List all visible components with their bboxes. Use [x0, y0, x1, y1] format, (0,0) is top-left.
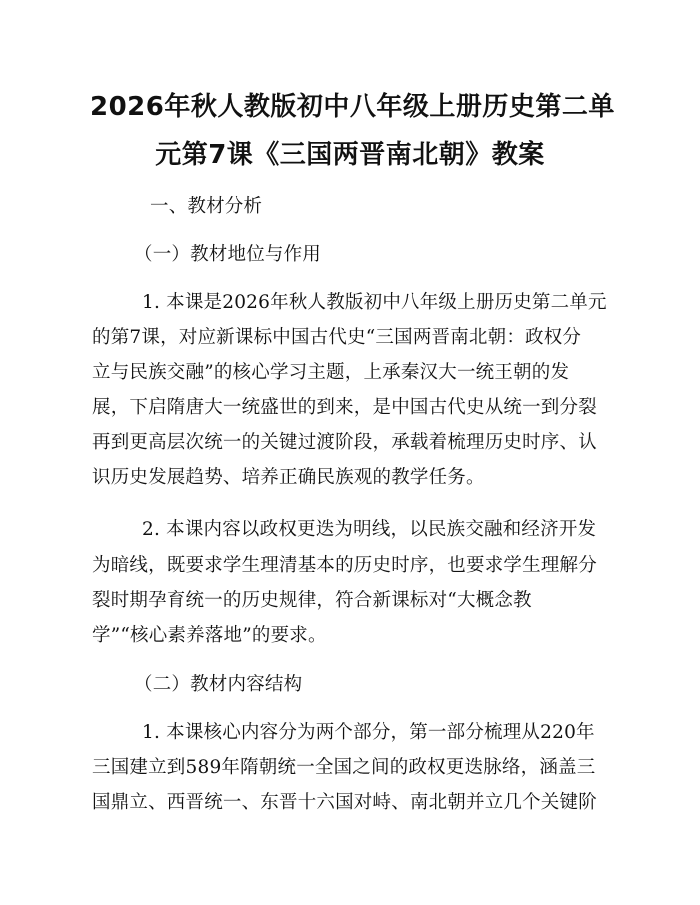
- paragraph-2-line-1: 2. 本课内容以政权更迭为明线，以民族交融和经济开发: [142, 519, 597, 540]
- subsection-heading-status-role: （一）教材地位与作用: [134, 244, 322, 265]
- paragraph-2-line-4: 学”“核心素养落地”的要求。: [92, 625, 327, 646]
- paragraph-1-line-3: 立与民族交融”的核心学习主题，上承秦汉大一统王朝的发: [92, 362, 570, 383]
- paragraph-2-line-3: 裂时期孕育统一的历史规律，符合新课标对“大概念教: [92, 590, 532, 611]
- paragraph-1-line-6: 识历史发展趋势、培养正确民族观的教学任务。: [92, 467, 485, 488]
- paragraph-1-line-1: 1. 本课是2026年秋人教版初中八年级上册历史第二单元: [142, 292, 607, 313]
- paragraph-3-line-3: 国鼎立、西晋统一、东晋十六国对峙、南北朝并立几个关键阶: [92, 792, 597, 813]
- paragraph-3-line-2: 三国建立到589年隋朝统一全国之间的政权更迭脉络，涵盖三: [92, 757, 596, 778]
- paragraph-3-line-1: 1. 本课核心内容分为两个部分，第一部分梳理从220年: [142, 722, 595, 743]
- subsection-heading-content-structure: （二）教材内容结构: [134, 674, 303, 695]
- paragraph-1-line-4: 展，下启隋唐大一统盛世的到来，是中国古代史从统一到分裂: [92, 397, 597, 418]
- paragraph-1-line-5: 再到更高层次统一的关键过渡阶段，承载着梳理历史时序、认: [92, 432, 597, 453]
- document-title-line-2: 元第7课《三国两晋南北朝》教案: [155, 140, 545, 170]
- section-heading-textbook-analysis: 一、教材分析: [150, 196, 263, 217]
- paragraph-1-line-2: 的第7课，对应新课标中国古代史“三国两晋南北朝：政权分: [92, 327, 582, 348]
- document-title-line-1: 2026年秋人教版初中八年级上册历史第二单: [90, 92, 615, 122]
- paragraph-2-line-2: 为暗线，既要求学生理清基本的历史时序，也要求学生理解分: [92, 555, 597, 576]
